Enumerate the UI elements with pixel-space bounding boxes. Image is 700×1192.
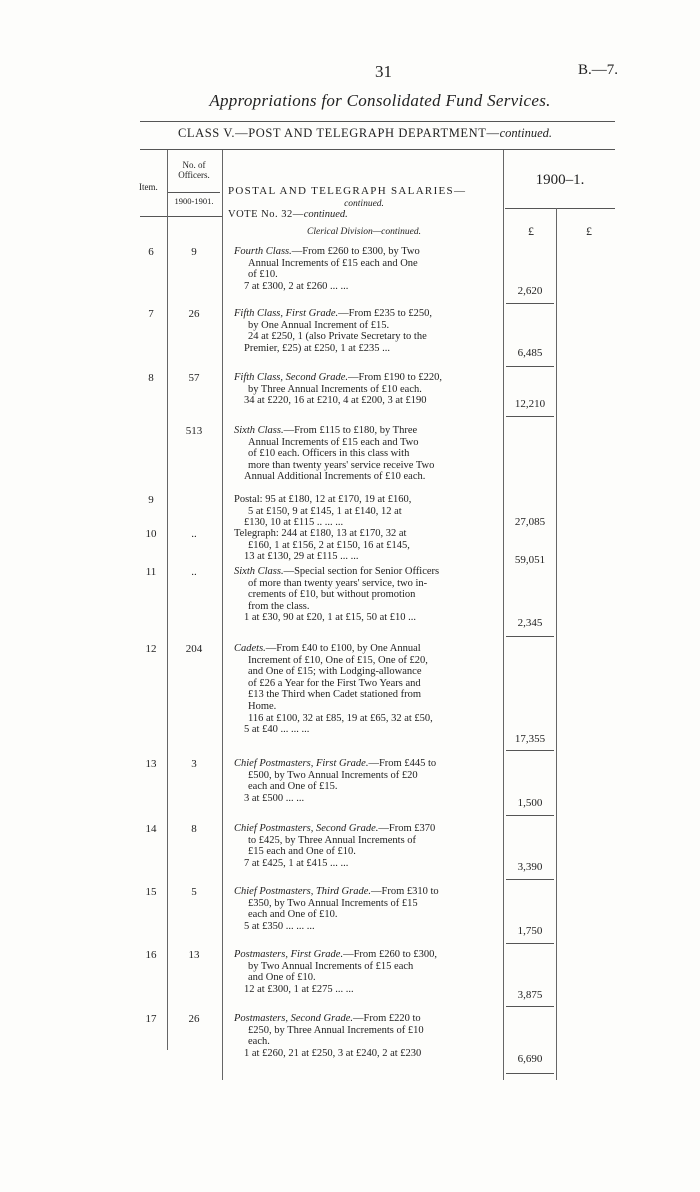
item-number: 7	[148, 308, 154, 320]
salary-description	[236, 823, 498, 869]
description-line: 5 at £350 ... ... ...	[244, 920, 315, 932]
description-line: £15 each and One of £10.	[248, 846, 356, 858]
salary-description	[236, 494, 498, 529]
description-line: and One of £10.	[248, 972, 316, 984]
amount-rule	[506, 1073, 554, 1074]
description-line: crements of £10, but without promotion	[248, 589, 416, 601]
description-line: each and One of £10.	[248, 909, 338, 921]
officers-count: 8	[191, 823, 197, 835]
description-line: 116 at £100, 32 at £85, 19 at £65, 32 at £50,	[248, 712, 433, 724]
description-line: Annual Increments of £15 each and Two	[248, 436, 419, 448]
description-line: Fourth Class.—From £260 to £300, by Two	[234, 246, 420, 257]
amount-rule	[506, 416, 554, 417]
salary-description	[236, 949, 498, 995]
description-line: of more than twenty years' service, two in-	[248, 577, 428, 589]
amount-rule	[506, 943, 554, 944]
page-number: 31	[375, 62, 392, 81]
description-line: 7 at £425, 1 at £415 ... ...	[244, 857, 349, 869]
amount: 2,345	[517, 617, 543, 629]
rule-header-top	[140, 149, 615, 150]
description-line: 7 at £300, 2 at £260 ... ...	[244, 280, 349, 292]
header-title: POSTAL AND TELEGRAPH SALARIES—	[228, 185, 467, 197]
description-line: from the class.	[248, 600, 310, 612]
amount-rule	[506, 879, 554, 880]
item-number: 12	[145, 643, 157, 655]
amount: 2,620	[517, 285, 543, 297]
description-line: by Three Annual Increments of £10 each.	[248, 383, 422, 395]
description-line: each.	[248, 1036, 270, 1048]
description-line: £350, by Two Annual Increments of £15	[248, 897, 418, 909]
description-line: Postmasters, First Grade.—From £260 to £300,	[234, 949, 438, 960]
amount-rule	[506, 636, 554, 637]
rule-year	[505, 208, 615, 209]
salary-description	[236, 372, 498, 407]
description-line: each and One of £15.	[248, 781, 338, 793]
item-number: 8	[148, 372, 154, 384]
amount-rule	[506, 303, 554, 304]
amount-rule	[506, 815, 554, 816]
description-line: Chief Postmasters, Second Grade.—From £370	[234, 823, 436, 834]
description-line: of £26 a Year for the First Two Years and	[248, 677, 421, 689]
description-line: Premier, £25) at £250, 1 at £235 ...	[244, 342, 390, 354]
description-line: and One of £15; with Lodging-allowance	[248, 666, 422, 678]
description-line: Sixth Class.—Special section for Senior Officers	[234, 566, 440, 577]
description-line: Annual Increments of £15 each and One	[248, 257, 418, 269]
item-number: 14	[145, 823, 157, 835]
officers-count: 5	[191, 886, 197, 898]
description-line: 5 at £150, 9 at £145, 1 at £140, 12 at	[248, 505, 402, 517]
salary-description	[236, 1013, 498, 1059]
description-line: more than twenty years' service receive Two	[248, 459, 435, 471]
amount-rule	[506, 750, 554, 751]
salary-description	[236, 246, 498, 292]
amount: 17,355	[514, 733, 546, 745]
description-line: Annual Additional Increments of £10 each.	[244, 471, 426, 483]
item-number: 10	[145, 528, 157, 540]
description-line: 5 at £40 ... ... ...	[244, 724, 310, 736]
rule-officers	[168, 192, 220, 193]
salary-description	[236, 643, 498, 736]
description-line: Fifth Class, First Grade.—From £235 to £250,	[234, 308, 433, 319]
description-line: Cadets.—From £40 to £100, by One Annual	[234, 643, 421, 654]
header-item: Item.	[139, 182, 158, 192]
document-reference: B.—7.	[578, 62, 619, 78]
rule-left-header	[140, 216, 223, 217]
description-line: £500, by Two Annual Increments of £20	[248, 769, 418, 781]
officers-count: 26	[188, 308, 200, 320]
description-line: Postal: 95 at £180, 12 at £170, 19 at £160,	[234, 494, 412, 505]
header-officers: No. of Officers.	[178, 160, 210, 180]
officers-count: ..	[191, 566, 197, 578]
description-line: to £425, by Three Annual Increments of	[248, 834, 417, 846]
amount: 12,210	[514, 398, 546, 410]
description-line: 1 at £260, 21 at £250, 3 at £240, 2 at £230	[244, 1047, 422, 1059]
description-line: of £10 each. Officers in this class with	[248, 448, 410, 460]
description-line: 3 at £500 ... ...	[244, 792, 305, 804]
description-line: by Two Annual Increments of £15 each	[248, 960, 414, 972]
amount-rule	[506, 366, 554, 367]
description-line: Chief Postmasters, First Grade.—From £445 to	[234, 758, 437, 769]
item-number: 16	[145, 949, 157, 961]
rule-top	[140, 121, 615, 122]
amount: 1,500	[517, 797, 543, 809]
salary-description	[236, 528, 498, 563]
item-number: 9	[148, 494, 154, 506]
officers-count: 513	[185, 425, 203, 437]
class-title: CLASS V.—POST AND TELEGRAPH DEPARTMENT—continued.	[177, 126, 553, 140]
amount-rule	[506, 1006, 554, 1007]
description-line: £160, 1 at £156, 2 at £150, 16 at £145,	[248, 539, 410, 551]
salary-description	[236, 308, 498, 354]
description-line: 13 at £130, 29 at £115 ... ...	[244, 551, 359, 563]
amount: 27,085	[514, 516, 546, 528]
item-number: 15	[145, 886, 157, 898]
officers-count: 26	[188, 1013, 200, 1025]
salary-description	[236, 566, 498, 624]
amount: 3,875	[517, 989, 543, 1001]
description-line: 24 at £250, 1 (also Private Secretary to the	[248, 331, 427, 343]
header-officers-year: 1900-1901.	[174, 196, 214, 206]
officers-count: ..	[191, 528, 197, 540]
item-number: 6	[148, 246, 154, 258]
salary-description	[236, 886, 498, 932]
description-line: Postmasters, Second Grade.—From £220 to	[234, 1013, 421, 1024]
header-vote: VOTE No. 32—continued.	[228, 209, 348, 220]
item-number: 13	[145, 758, 157, 770]
description-line: £13 the Third when Cadet stationed from	[248, 689, 422, 701]
salary-description	[236, 425, 498, 483]
salary-description	[236, 758, 498, 804]
division-heading: Clerical Division—continued.	[307, 227, 421, 237]
officers-count: 57	[188, 372, 200, 384]
description-line: 1 at £30, 90 at £20, 1 at £15, 50 at £10 ...	[244, 612, 417, 624]
column-rule-amount	[556, 208, 557, 1080]
amount: 59,051	[514, 554, 546, 566]
amount: 6,485	[517, 347, 543, 359]
item-number: 11	[145, 566, 157, 578]
officers-count: 204	[185, 643, 203, 655]
description-line: Increment of £10, One of £15, One of £20,	[248, 654, 428, 666]
pound-symbol-2: £	[586, 224, 592, 238]
description-line: 12 at £300, 1 at £275 ... ...	[244, 983, 354, 995]
amount: 6,690	[517, 1053, 543, 1065]
officers-count: 9	[191, 246, 197, 258]
column-rule-officers	[222, 150, 223, 1080]
description-line: by One Annual Increment of £15.	[248, 319, 390, 331]
officers-count: 13	[188, 949, 200, 961]
description-line: 34 at £220, 16 at £210, 4 at £200, 3 at £190	[244, 395, 427, 407]
page-heading: Appropriations for Consolidated Fund Services.	[209, 91, 551, 110]
description-line: Chief Postmasters, Third Grade.—From £310 to	[234, 886, 439, 897]
description-line: £250, by Three Annual Increments of £10	[248, 1024, 424, 1036]
description-line: of £10.	[248, 269, 278, 281]
description-line: Telegraph: 244 at £180, 13 at £170, 32 at	[234, 528, 407, 539]
header-financial-year: 1900–1.	[535, 172, 585, 188]
description-line: £130, 10 at £115 .. ... ...	[244, 517, 344, 529]
pound-symbol-1: £	[528, 224, 534, 238]
item-number: 17	[145, 1013, 157, 1025]
description-line: Home.	[248, 700, 277, 712]
amount: 3,390	[517, 861, 543, 873]
column-rule-item	[167, 150, 168, 1050]
description-line: Fifth Class, Second Grade.—From £190 to £220,	[234, 372, 442, 383]
description-line: Sixth Class.—From £115 to £180, by Three	[234, 425, 418, 436]
amount: 1,750	[517, 925, 543, 937]
officers-count: 3	[191, 758, 197, 770]
header-title-continued: continued.	[344, 199, 384, 209]
